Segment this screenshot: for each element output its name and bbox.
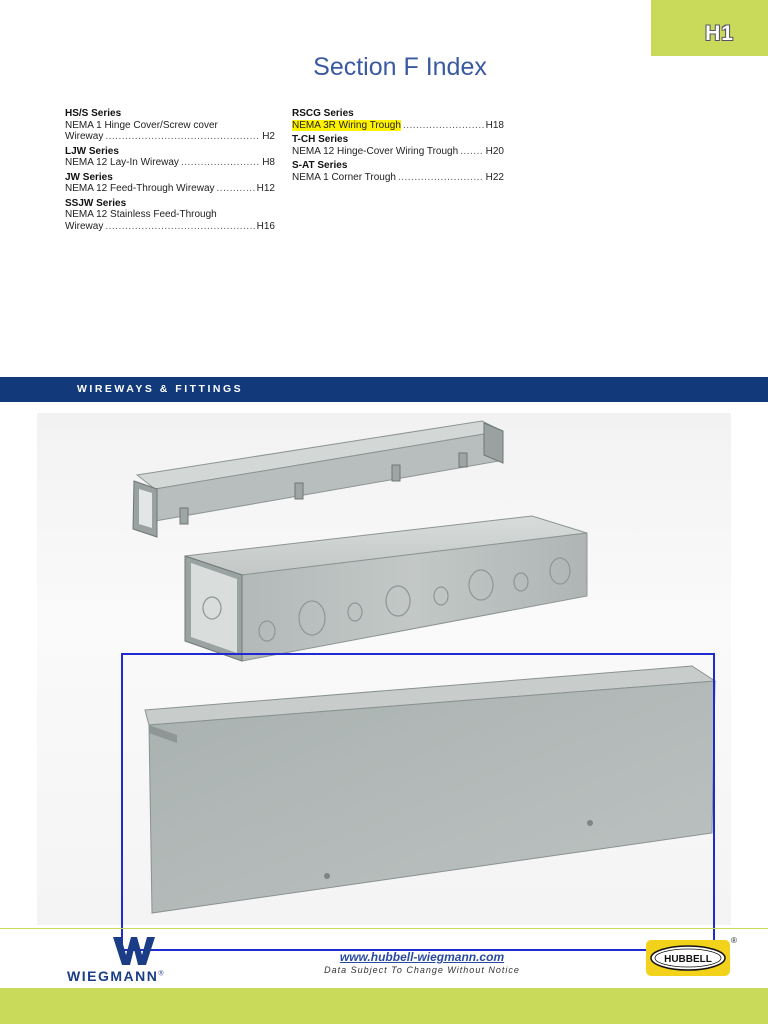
series-name: RSCG Series xyxy=(292,108,354,119)
leader-dots xyxy=(105,131,260,143)
leader-dots xyxy=(105,221,254,233)
page-ref[interactable]: H18 xyxy=(485,119,504,131)
wiegmann-wordmark: WIEGMANN® xyxy=(67,968,165,984)
leader-dots xyxy=(398,172,484,184)
series-description: NEMA 1 Hinge Cover/Screw cover xyxy=(65,119,218,131)
hubbell-registered-mark: ® xyxy=(731,936,737,945)
page-ref[interactable]: H22 xyxy=(485,171,504,183)
series-description-cont: Wireway xyxy=(65,131,104,142)
hubbell-logo[interactable] xyxy=(646,940,730,976)
leader-dots xyxy=(403,120,484,132)
index-entry-ljw[interactable] xyxy=(65,146,275,169)
series-name: T-CH Series xyxy=(292,134,349,145)
footer-divider xyxy=(0,928,768,929)
index-entry-tch[interactable] xyxy=(292,134,504,157)
series-description-cont: Wireway xyxy=(65,220,104,232)
section-tab xyxy=(651,0,768,56)
page-ref[interactable]: H20 xyxy=(485,145,504,157)
lay-in-wireway-image xyxy=(133,421,503,537)
index-entry-jw[interactable] xyxy=(65,172,275,195)
disclaimer-text: Data Subject To Change Without Notice xyxy=(324,965,520,975)
leader-dots xyxy=(181,157,260,169)
page-ref[interactable]: H2 xyxy=(262,131,275,142)
index-entry-sat[interactable] xyxy=(292,160,504,183)
leader-dots xyxy=(217,183,255,195)
series-name: S-AT Series xyxy=(292,160,348,171)
series-name: LJW Series xyxy=(65,145,119,157)
section-tab-label: H1 xyxy=(705,22,734,45)
footer-band xyxy=(0,988,768,1024)
series-description-highlighted: NEMA 3R Wiring Trough xyxy=(292,119,401,131)
series-description: NEMA 12 Lay-In Wireway xyxy=(65,157,179,168)
series-description: NEMA 12 Stainless Feed-Through xyxy=(65,209,217,220)
page-title: Section F Index xyxy=(313,53,487,81)
wiegmann-registered-mark: ® xyxy=(158,970,165,978)
index-column-left xyxy=(65,108,275,235)
series-description: NEMA 12 Feed-Through Wireway xyxy=(65,183,215,194)
hinge-cover-wireway-image xyxy=(185,516,587,661)
index-entry-rscg[interactable] xyxy=(292,108,504,131)
series-name: SSJW Series xyxy=(65,197,127,209)
hubbell-wordmark: HUBBELL xyxy=(664,954,712,965)
website-link[interactable]: www.hubbell-wiegmann.com xyxy=(339,950,505,964)
page-ref[interactable]: H12 xyxy=(256,183,275,194)
section-banner-label: WIREWAYS & FITTINGS xyxy=(77,383,244,395)
page-ref[interactable]: H16 xyxy=(256,220,275,232)
series-name: HS/S Series xyxy=(65,108,122,119)
selection-outline xyxy=(121,653,715,951)
section-banner xyxy=(0,377,768,402)
leader-dots xyxy=(460,146,483,158)
page-ref[interactable]: H8 xyxy=(262,157,275,168)
index-entry-hss[interactable] xyxy=(65,108,275,143)
series-name: JW Series xyxy=(65,171,113,183)
index-column-right xyxy=(292,108,504,186)
index-entry-ssjw[interactable] xyxy=(65,198,275,233)
series-description: NEMA 1 Corner Trough xyxy=(292,171,396,183)
series-description: NEMA 12 Hinge-Cover Wiring Trough xyxy=(292,145,459,157)
